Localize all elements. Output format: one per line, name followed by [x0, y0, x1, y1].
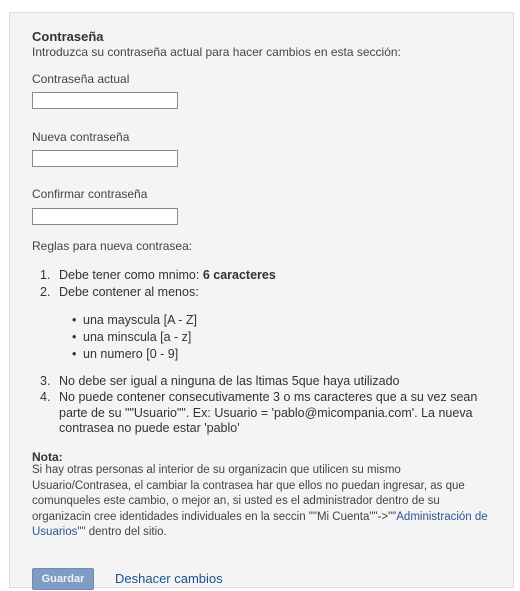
undo-changes-link[interactable]: Deshacer cambios: [115, 571, 223, 586]
note-title: Nota:: [32, 450, 63, 464]
sub-rule-number: • un numero [0 - 9]: [72, 347, 179, 361]
sub-rule-lowercase: • una minscula [a - z]: [72, 330, 192, 344]
sub-rule-uppercase: • una mayscula [A - Z]: [72, 313, 197, 327]
rule-item-1: 1. Debe tener como mnimo: 6 caracteres: [40, 268, 276, 282]
confirm-password-field[interactable]: [32, 208, 178, 225]
current-password-field[interactable]: [32, 92, 178, 109]
section-title: Contraseña: [32, 29, 104, 44]
user-admin-link[interactable]: Administración de Usuarios: [32, 510, 488, 538]
new-password-label: Nueva contraseña: [32, 130, 130, 144]
password-panel: [9, 12, 514, 588]
note-body: Si hay otras personas al interior de su organizacin que utilicen su mismo Usuario/Contrasea, el cambiar la contrasea har que ellos no puedan ingresar, as que comunqueles este cambio, o mejor an, si usted es el administrador dentro de su organizacin cree identidades individuales en la seccin ""Mi Cuenta""->""Administración de Usuarios"" dentro del sitio.: [32, 464, 488, 538]
rule-item-2: 2. Debe contener al menos:: [40, 285, 199, 299]
current-password-label: Contraseña actual: [32, 72, 130, 86]
rules-heading: Reglas para nueva contrasea:: [32, 239, 193, 253]
rule-item-3: 3. No debe ser igual a ninguna de las ltimas 5que haya utilizado: [40, 374, 400, 388]
save-button[interactable]: Guardar: [32, 568, 94, 590]
new-password-field[interactable]: [32, 150, 178, 167]
section-subtitle: Introduzca su contraseña actual para hacer cambios en esta sección:: [32, 45, 401, 59]
rule-item-4: 4. No puede contener consecutivamente 3 o ms caracteres que a su vez sean parte de su ""Usuario"". Ex: Usuario = 'pablo@micompania.com'. La nueva contrasea no puede estar 'pablo': [40, 390, 478, 435]
confirm-password-label: Confirmar contraseña: [32, 187, 148, 201]
